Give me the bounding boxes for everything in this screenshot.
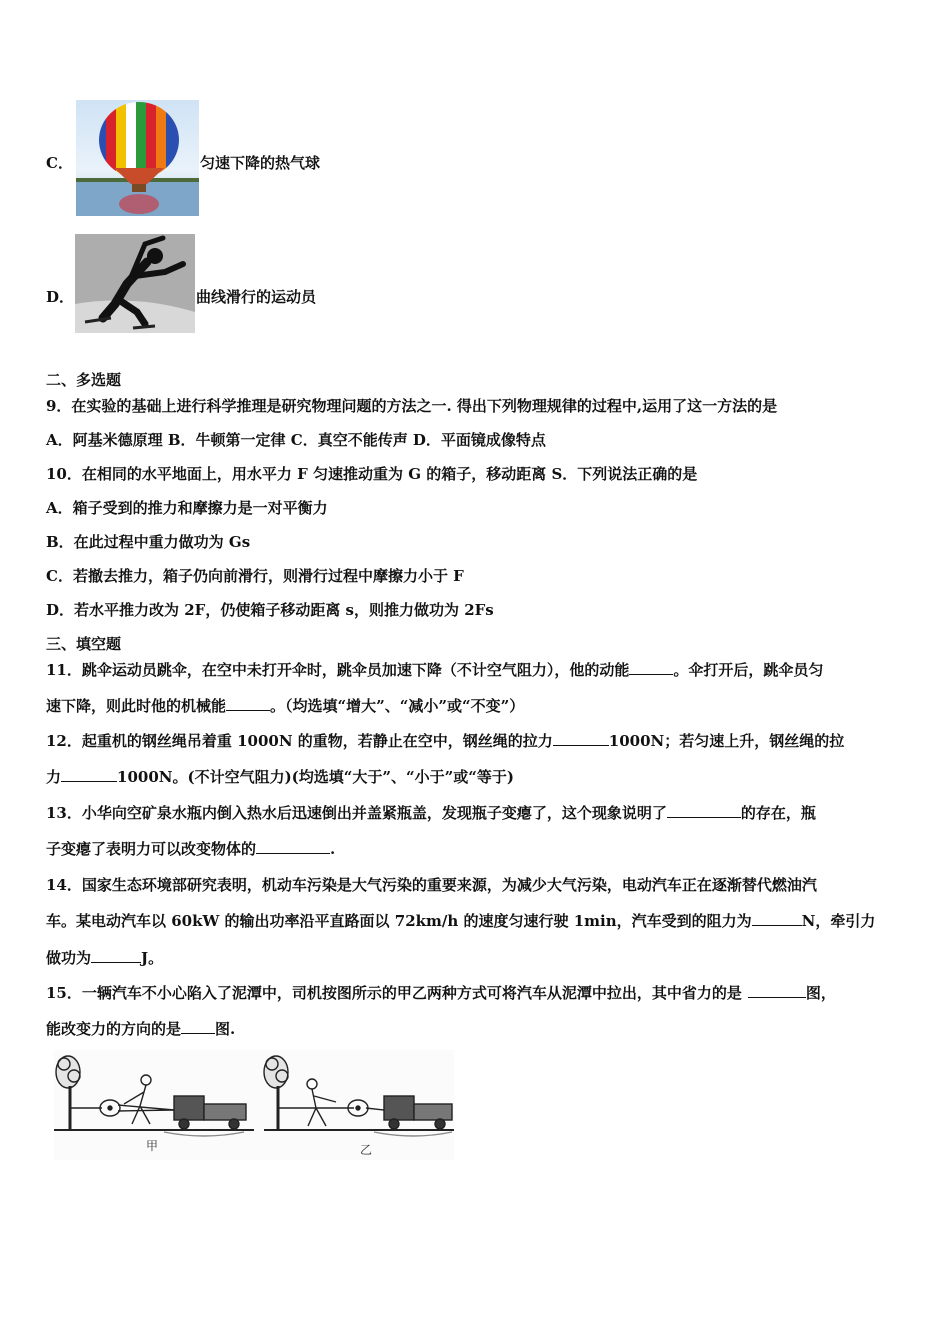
q10-option-c: C．若撤去推力，箱子仍向前滑行，则滑行过程中摩擦力小于 F — [46, 567, 464, 585]
q12-text-1: 12．起重机的钢丝绳吊着重 1000N 的重物，若静止在空中，钢丝绳的拉力 — [46, 732, 553, 750]
section-heading-multiple-choice: 二、多选题 — [46, 371, 122, 389]
q12-line2 — [46, 767, 514, 787]
q14-text-4: J。 — [141, 949, 164, 967]
q9-stem: 9．在实验的基础上进行科学推理是研究物理问题的方法之一. 得出下列物理规律的过程中,运用了这一方法的是 — [46, 397, 778, 415]
option-c-letter: C． — [46, 154, 73, 172]
q13-line1 — [46, 803, 816, 823]
q15-text-3: 能改变力的方向的是 — [46, 1020, 182, 1038]
q14-line2 — [46, 911, 875, 931]
q14-line3 — [46, 948, 163, 968]
speed-skater-image — [75, 234, 195, 333]
q11-text-1: 11．跳伞运动员跳伞，在空中未打开伞时，跳伞员加速下降（不计空气阻力），他的动能 — [46, 661, 630, 679]
q15-line1 — [46, 983, 836, 1003]
q15-text-1: 15．一辆汽车不小心陷入了泥潭中，司机按图所示的甲乙两种方式可将汽车从泥潭中拉出，其中省力的是 — [46, 984, 742, 1002]
q14-text-3: 做功为 — [46, 949, 92, 967]
diagram-label-jia: 甲 — [146, 1139, 159, 1153]
q15-blank-1[interactable] — [748, 983, 806, 998]
q12-blank-1[interactable] — [553, 731, 609, 746]
hot-air-balloon-image — [76, 100, 199, 216]
q15-line2 — [46, 1019, 235, 1039]
q11-blank-1[interactable] — [629, 660, 673, 675]
q9-options: A．阿基米德原理 B．牛顿第一定律 C．真空不能传声 D．平面镜成像特点 — [46, 431, 546, 449]
q10-option-d: D．若水平推力改为 2F，仍使箱子移动距离 s，则推力做功为 2Fs — [46, 601, 494, 619]
q13-line2 — [46, 839, 335, 859]
q14-text-1: 车。某电动汽车以 60kW 的输出功率沿平直路面以 72km/h 的速度匀速行驶 1min，汽车受到的阻力为 — [46, 912, 752, 930]
q13-text-1: 13．小华向空矿泉水瓶内倒入热水后迅速倒出并盖紧瓶盖，发现瓶子变瘪了，这个现象说明了 — [46, 804, 667, 822]
q11-line2 — [46, 696, 524, 716]
option-d-letter: D． — [46, 288, 75, 306]
q11-text-3: 速下降，则此时他的机械能 — [46, 697, 227, 715]
q12-line1 — [46, 731, 844, 751]
option-d-caption: 曲线滑行的运动员 — [196, 288, 317, 306]
q10-stem: 10．在相同的水平地面上，用水平力 F 匀速推动重为 G 的箱子，移动距离 S．下列说法正确的是 — [46, 465, 698, 483]
q12-blank-2[interactable] — [61, 767, 117, 782]
q14-blank-1[interactable] — [752, 911, 802, 926]
q13-text-4: . — [330, 840, 336, 858]
q12-text-4: 1000N。(不计空气阻力)(均选填“大于”、“小于”或“等于) — [117, 768, 515, 786]
q14-blank-2[interactable] — [91, 948, 141, 963]
section-heading-fill-in: 三、填空题 — [46, 635, 122, 653]
q14-text-2: N，牵引力 — [801, 912, 876, 930]
q11-text-4: 。（均选填“增大”、“减小”或“不变”） — [270, 697, 525, 715]
q10-option-a: A．箱子受到的推力和摩擦力是一对平衡力 — [46, 499, 328, 517]
q12-text-2: 1000N；若匀速上升，钢丝绳的拉 — [608, 732, 845, 750]
option-c-caption: 匀速下降的热气球 — [200, 154, 321, 172]
pulley-diagram — [54, 1050, 454, 1160]
q13-text-2: 的存在，瓶 — [740, 804, 816, 822]
q13-blank-1[interactable] — [667, 803, 741, 818]
q15-blank-2[interactable] — [181, 1019, 215, 1034]
q15-text-4: 图. — [215, 1020, 236, 1038]
q13-text-3: 子变瘪了表明力可以改变物体的 — [46, 840, 257, 858]
q11-text-2: 。伞打开后，跳伞员匀 — [673, 661, 824, 679]
q15-text-2: 图， — [805, 984, 836, 1002]
diagram-label-yi: 乙 — [360, 1143, 373, 1157]
q11-blank-2[interactable] — [226, 696, 270, 711]
q10-option-b: B．在此过程中重力做功为 Gs — [46, 533, 251, 551]
q11-line1 — [46, 660, 823, 680]
q13-blank-2[interactable] — [256, 839, 330, 854]
q12-text-3: 力 — [46, 768, 62, 786]
q14-line1: 14．国家生态环境部研究表明，机动车污染是大气污染的重要来源，为减少大气污染，电动汽车正在逐渐替代燃油汽 — [46, 876, 817, 894]
